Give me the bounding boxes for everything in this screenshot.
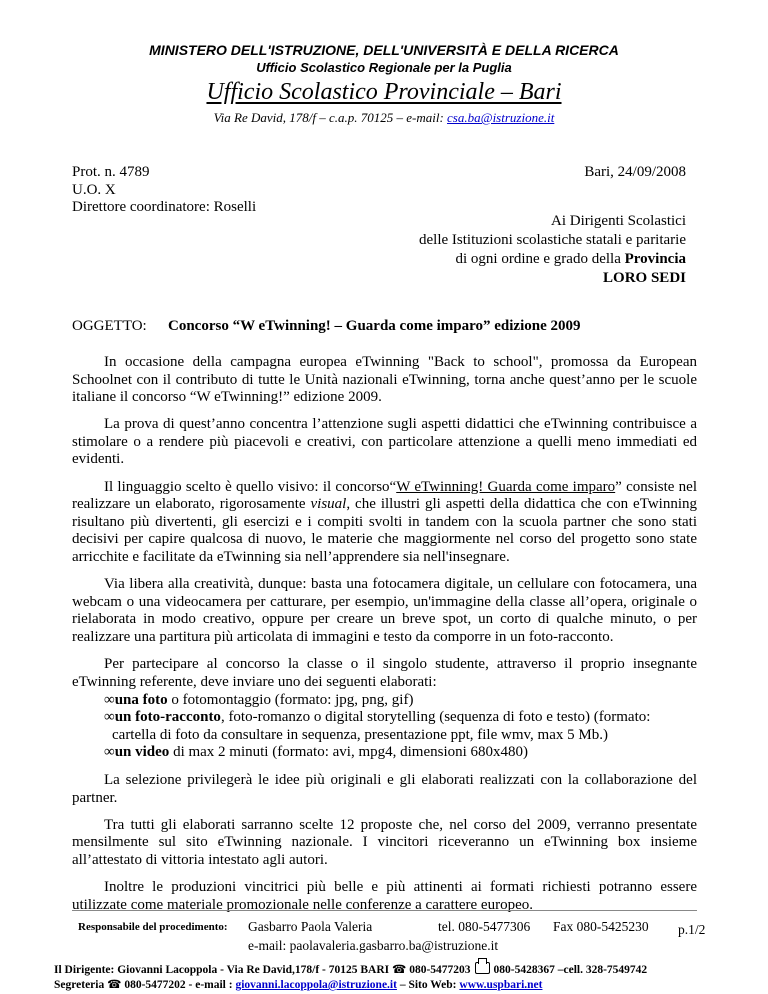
- recipient-line-4: [326, 269, 686, 288]
- footer-divider: [72, 910, 697, 911]
- responsible-phone: tel. 080-5477306: [438, 919, 531, 934]
- bullet-icon: ∞: [104, 691, 115, 708]
- list-item-bold: un foto-racconto: [114, 709, 221, 726]
- secretariat-line: [54, 977, 542, 991]
- paragraph-2: La prova di quest’anno concentra l’attenzione sugli aspetti didattici che eTwinning contribuisce a stimolare o a rendere più piacevoli e creativi, con particolare attenzione a quelli meno immediati ed evidenti.: [72, 416, 697, 468]
- address-text: Via Re David, 178/f – c.a.p. 70125 – e-mail:: [213, 110, 448, 125]
- responsible-name: Gasbarro Paola Valeria: [248, 919, 373, 934]
- list-item-continuation: cartella di foto da consultare in sequenza, presentazione ppt, file wmv, max 5 Mb.): [112, 726, 608, 743]
- paragraph-1: In occasione della campagna europea eTwinning "Back to school", promossa da European Schoolnet con il contributo di tutte le Unità nazionali eTwinning, torna anche quest’anno per le scuole italiane il concorso “W eTwinning!” edizione 2009.: [72, 354, 697, 406]
- paragraph-3-c: , che illustri gli aspetti della didattica che con eTwinning risultano più divertenti, gli esercizi e i compiti svolti in tandem con la scuola partner che sono stati decisivi per capire qualcosa di nuovo, le materie che maggiormente nel corso del progetto sono state arricchite e facilitate da eTwinning sia nell’apprendere sia nell'insegnare.: [72, 496, 697, 565]
- director-line: [54, 962, 647, 976]
- website-link[interactable]: www.uspbari.net: [459, 979, 543, 991]
- loro-sedi: LORO SEDI: [603, 270, 686, 286]
- secretariat-phone: 080-5477202 - e-mail :: [124, 979, 236, 991]
- paragraph-3-a: Il linguaggio scelto è quello visivo: il concorso“: [104, 478, 397, 495]
- secretariat-label: Segreteria: [54, 979, 108, 991]
- office-email-link[interactable]: csa.ba@istruzione.it: [447, 110, 555, 125]
- recipient-line-2: delle Istituzioni scolastiche statali e paritarie: [419, 232, 686, 248]
- phone-icon: ☎: [107, 979, 122, 991]
- bullet-icon: ∞: [104, 709, 115, 726]
- paragraph-4: Via libera alla creatività, dunque: basta una fotocamera digitale, un cellulare con fotocamera, una webcam o una videocamera per catturare, per esempio, un'immagine della classe all’opera, originale o rielaborata in modo creativo, oppure per creare un breve spot, un corto di qualche minuto, o per realizzare una partitura più articolata di immagini e testo da comporre in un foto-racconto.: [72, 576, 697, 645]
- paragraph-6: La selezione privilegerà le idee più originali e gli elaborati realizzati con la collaborazione del partner.: [72, 771, 697, 806]
- paragraph-8: Inoltre le produzioni vincitrici più belle e più attinenti ai formati richiesti potranno essere utilizzate come materiale promozionale nelle conferenze a carattere europeo.: [72, 878, 697, 913]
- subject-label: OGGETTO:: [72, 318, 147, 334]
- director-phone: 080-5477203: [409, 964, 471, 976]
- bullet-icon: ∞: [104, 744, 115, 761]
- list-item-bold: un video: [114, 744, 170, 761]
- recipient-line-3-bold: Provincia: [624, 251, 686, 267]
- website-label: – Sito Web:: [396, 979, 460, 991]
- list-item: [72, 709, 697, 727]
- visual-emphasis: visual: [310, 496, 347, 513]
- place-date: Bari, 24/09/2008: [584, 164, 686, 180]
- list-item-text: di max 2 minuti (formato: avi, mpg4, dimensioni 680x480): [169, 744, 529, 761]
- list-item-text: o fotomontaggio (formato: jpg, png, gif): [167, 691, 414, 708]
- list-item-text: , foto-romanzo o digital storytelling (sequenza di foto e testo) (formato:: [220, 709, 651, 726]
- protocol-unit: U.O. X: [72, 181, 116, 198]
- phone-icon: ☎: [391, 964, 407, 976]
- protocol-coordinator: Direttore coordinatore: Roselli: [72, 199, 257, 215]
- letter-body: [72, 354, 697, 924]
- paragraph-7: Tra tutti gli elaborati sarranno scelte 12 proposte che, nel corso del 2009, verranno presentate mensilmente sul sito eTwinning nazionale. I vincitori riceveranno un eTwinning box insieme all’attestato di vittoria intestato agli autori.: [72, 816, 697, 868]
- recipients-block: [326, 212, 686, 288]
- subject-text: Concorso “W eTwinning! – Guarda come imparo” edizione 2009: [168, 318, 581, 334]
- protocol-block: [72, 164, 256, 217]
- provincial-office-title: Ufficio Scolastico Provinciale – Bari: [206, 79, 562, 105]
- director-text: Il Dirigente: Giovanni Lacoppola - Via Re David,178/f - 70125 BARI: [54, 964, 392, 976]
- recipient-line-3-text: di ogni ordine e grado della: [455, 251, 625, 267]
- paragraph-5: Per partecipare al concorso la classe o il singolo studente, attraverso il proprio insegnante eTwinning referente, deve inviare uno dei seguenti elaborati:: [72, 655, 697, 690]
- director-fax: 080-5428367 –cell. 328-7549742: [493, 964, 648, 976]
- page-number: p.1/2: [678, 922, 706, 937]
- ministry-heading: MINISTERO DELL'ISTRUZIONE, DELL'UNIVERSITÀ E DELLA RICERCA: [149, 42, 619, 58]
- recipient-line-3: [326, 250, 686, 269]
- office-address: [0, 110, 768, 126]
- responsible-email: e-mail: paolavaleria.gasbarro.ba@istruzione.it: [248, 938, 499, 953]
- responsible-fax: Fax 080-5425230: [553, 919, 649, 934]
- paragraph-3: [72, 479, 697, 567]
- contest-name-underlined: W eTwinning! Guarda come imparo: [396, 478, 616, 495]
- fax-icon: [475, 962, 490, 974]
- list-item-bold: una foto: [114, 691, 168, 708]
- regional-office-heading: Ufficio Scolastico Regionale per la Puglia: [256, 60, 512, 75]
- list-item: [72, 692, 697, 710]
- list-item: [72, 744, 697, 762]
- responsible-label: Responsabile del procedimento:: [78, 921, 228, 933]
- secretariat-email-link[interactable]: giovanni.lacoppola@istruzione.it: [235, 979, 397, 991]
- entry-format-list: [72, 692, 697, 762]
- protocol-number: Prot. n. 4789: [72, 164, 150, 180]
- recipient-line-1: Ai Dirigenti Scolastici: [551, 213, 686, 229]
- paragraph-3-b: ” consiste nel realizzare un elaborato, rigorosamente: [72, 478, 697, 513]
